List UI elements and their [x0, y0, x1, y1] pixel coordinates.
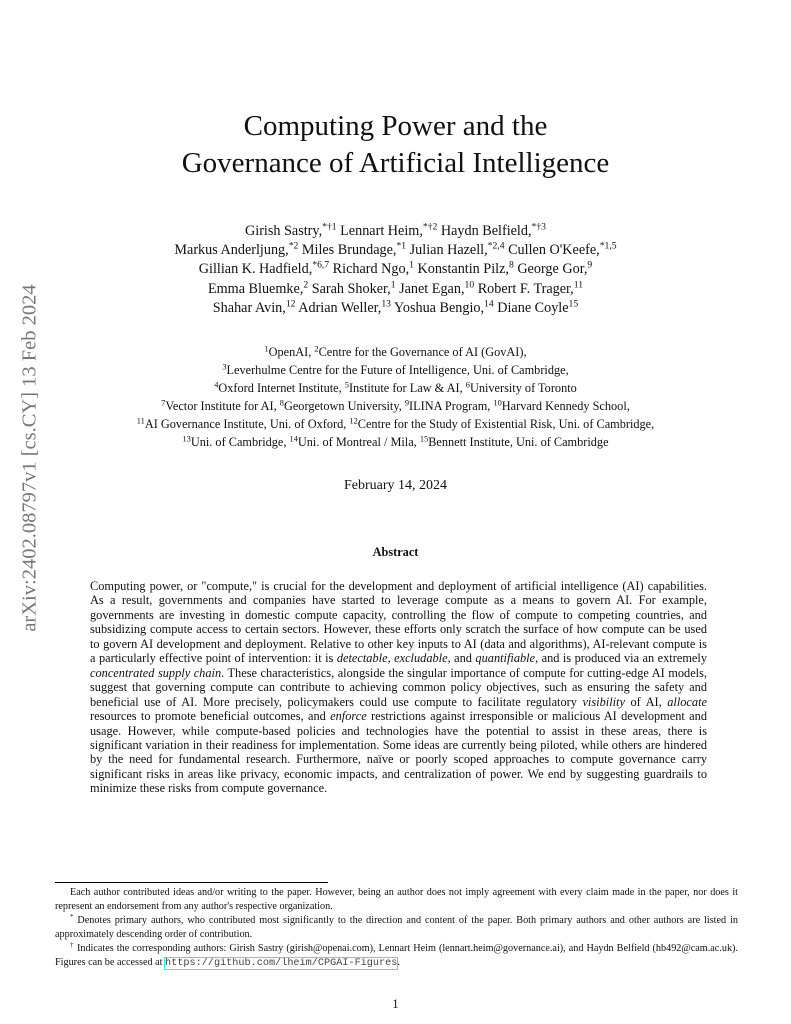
affiliation-line — [0, 379, 791, 397]
page-number: 1 — [392, 997, 399, 1011]
author-name: Gillian K. Hadfield, — [198, 261, 313, 278]
author — [508, 242, 616, 258]
abstract-text: restrictions against irresponsible or malicious AI development and usage. However, while compute-based policies and technologies have the potential to assist in these areas, there is significant variation in their readiness for implementation. Some ideas are currently being piloted, while others are hindered by the need for fundamental research. Furthermore, naïve or poorly scoped approaches to compute governance carry significant risks in areas like privacy, economic impacts, and centralization of power. We end by suggesting guardrails to minimize these risks from compute governance. — [90, 709, 707, 796]
abstract-emphasis: detectable — [336, 651, 388, 666]
affiliation-line — [0, 361, 791, 379]
affiliation-name: ILINA Program, — [409, 399, 491, 413]
affiliation-name: Bennett Institute, Uni. of Cambridge — [428, 435, 609, 449]
footnote-primary-authors — [55, 914, 738, 942]
author-line — [0, 260, 791, 279]
affiliation — [280, 399, 402, 413]
abstract-emphasis: visibility — [582, 694, 625, 709]
author-name: Miles Brundage, — [301, 242, 397, 259]
author-name: Richard Ngo, — [332, 261, 410, 278]
abstract-text: resources to promote beneficial outcomes, and — [90, 709, 331, 724]
author-affiliation-marks: 13 — [381, 298, 391, 310]
author-name: Markus Anderljung, — [174, 242, 289, 259]
affiliation-number: 7 — [161, 398, 166, 408]
author — [410, 242, 505, 258]
author-line — [0, 280, 791, 299]
affiliation-list — [0, 343, 791, 451]
affiliation — [420, 435, 609, 449]
publication-date: February 14, 2024 — [343, 478, 448, 493]
abstract-emphasis: allocate — [667, 694, 707, 709]
author-affiliation-marks: 14 — [484, 298, 494, 310]
affiliation — [405, 399, 490, 413]
author — [394, 300, 494, 316]
author-affiliation-marks: *2 — [288, 240, 299, 252]
affiliation-name: Centre for the Study of Existential Risk, Uni. of Cambridge, — [357, 417, 655, 431]
author — [340, 223, 437, 239]
affiliation-name: Harvard Kennedy School, — [501, 399, 630, 413]
author-name: Janet Egan, — [399, 280, 465, 297]
author-name: Lennart Heim, — [340, 223, 423, 239]
abstract-emphasis: quantifiable — [475, 651, 536, 666]
abstract-text: , — [387, 651, 395, 666]
author-name: Girish Sastry, — [245, 223, 323, 239]
affiliation-number: 4 — [214, 380, 219, 390]
footnote-text: Denotes primary authors, who contributed most significantly to the direction and content of the paper. Both primary authors and other authors are listed in approximately descending order of contribution. — [55, 915, 738, 940]
affiliation-number: 14 — [289, 434, 298, 444]
author-name: Haydn Belfield, — [440, 223, 532, 239]
author — [208, 281, 308, 297]
author-name: Adrian Weller, — [298, 299, 382, 316]
footnote-divider — [55, 882, 328, 883]
author-name: Shahar Avin, — [212, 299, 286, 316]
author — [312, 281, 396, 297]
author-line — [0, 222, 791, 241]
affiliation-number: 1 — [264, 344, 269, 354]
title-line: Governance of Artificial Intelligence — [181, 147, 610, 179]
abstract-emphasis: excludable — [394, 651, 448, 666]
author-name: Robert F. Trager, — [477, 280, 574, 297]
abstract-text: Computing power, or "compute," is crucial for the development and deployment of artificial intelligence (AI) capabilities. As a result, governments and companies have started to leverage compute as a means to govern AI. For example, governments are investing in domestic compute capacity, controlling the flow of compute to competing countries, and subsidizing compute access to certain sectors. However, these efforts only scratch the surface of how compute can be used to govern AI development and deployment. Relative to other key inputs to AI (data and algorithms), AI-relevant compute is a particularly effective point of intervention: it is — [90, 579, 707, 666]
author — [174, 242, 298, 258]
affiliation — [137, 417, 347, 431]
footnote-contribution: Each author contributed ideas and/or writing to the paper. However, being an author does not imply agreement with every claim made in the paper, nor does it represent an endorsement from any author's respective organization. — [55, 887, 738, 912]
affiliation-number: 12 — [349, 416, 358, 426]
author-name: Cullen O'Keefe, — [508, 242, 600, 259]
author — [418, 261, 514, 277]
author-affiliation-marks: 1 — [390, 279, 396, 291]
affiliation-line — [0, 433, 791, 451]
affiliation-number: 6 — [465, 380, 470, 390]
abstract-text: , and is produced via an extremely — [535, 651, 708, 666]
affiliation-name: Leverhulme Centre for the Future of Intelligence, Uni. of Cambridge, — [226, 363, 569, 377]
abstract-text: of AI, — [624, 694, 668, 709]
affiliation — [222, 363, 568, 377]
affiliation-name: Institute for Law & AI, — [348, 381, 463, 395]
author — [497, 300, 578, 316]
author-affiliation-marks: *2,4 — [487, 240, 505, 252]
affiliation-number: 3 — [222, 362, 227, 372]
author-line — [0, 299, 791, 318]
author — [199, 261, 329, 277]
affiliation — [493, 399, 629, 413]
arxiv-identifier-stamp: arXiv:2402.08797v1 [cs.CY] 13 Feb 2024 — [18, 284, 41, 632]
author — [478, 281, 583, 297]
author-affiliation-marks: *†3 — [531, 221, 546, 233]
footnote-mark: * — [70, 914, 74, 922]
abstract-text: . These characteristics, alongside the singular importance of compute for cutting-edge AI models, suggest that governing compute can contribute to achieving common policy objectives, such as ensuring the safety and beneficial use of AI. More precisely, policymakers could use compute to facilitate regulatory — [90, 665, 707, 709]
affiliation-name: OpenAI, — [268, 345, 312, 359]
footnote-corresponding-authors — [55, 942, 738, 971]
figures-link[interactable]: https://github.com/lheim/CPGAI-Figures — [165, 958, 398, 969]
author-affiliation-marks: 8 — [508, 260, 514, 272]
author-name: George Gor, — [517, 261, 588, 278]
author-affiliation-marks: 1 — [409, 260, 414, 272]
author-affiliation-marks: *†1 — [322, 221, 337, 233]
paper-title — [0, 108, 791, 182]
author-affiliation-marks: 10 — [464, 279, 475, 291]
author-affiliation-marks: 2 — [303, 279, 309, 291]
footnotes — [55, 886, 738, 971]
affiliation-name: University of Toronto — [469, 381, 577, 395]
author-affiliation-marks: *†2 — [422, 221, 438, 233]
affiliation-name: Georgetown University, — [283, 399, 402, 413]
affiliation — [349, 417, 654, 431]
affiliation-name: AI Governance Institute, Uni. of Oxford, — [144, 417, 347, 431]
author-affiliation-marks: *1 — [396, 240, 407, 252]
footnote-text: Indicates the corresponding authors: Girish Sastry (girish@openai.com), Lennart Heim (lennart.heim@governance.ai), and Haydn Belfield (hb492@cam.ac.uk). Figures can be accessed at — [55, 943, 738, 968]
author — [213, 300, 296, 316]
affiliation-number: 8 — [279, 398, 284, 408]
author-affiliation-marks: *1,5 — [599, 240, 617, 252]
title-line: Computing Power and the — [243, 110, 548, 142]
abstract-body — [90, 579, 707, 796]
author — [517, 261, 592, 277]
author-name: Konstantin Pilz, — [417, 261, 509, 278]
author — [302, 242, 406, 258]
author — [441, 223, 546, 239]
author-affiliation-marks: 9 — [587, 260, 593, 272]
footnote-text: . — [397, 957, 400, 968]
affiliation-line — [0, 415, 791, 433]
affiliation-number: 15 — [419, 434, 429, 444]
abstract-text: , and — [447, 651, 476, 666]
author-affiliation-marks: 15 — [568, 298, 579, 310]
affiliation — [161, 399, 277, 413]
affiliation-number: 10 — [493, 398, 502, 408]
affiliation-name: Centre for the Governance of AI (GovAI), — [318, 345, 527, 359]
author-name: Emma Bluemke, — [207, 280, 304, 297]
affiliation-name: Vector Institute for AI, — [165, 399, 277, 413]
affiliation — [314, 345, 526, 359]
author-line — [0, 241, 791, 260]
affiliation-number: 13 — [182, 434, 191, 444]
affiliation-line — [0, 397, 791, 415]
affiliation-name: Oxford Internet Institute, — [218, 381, 342, 395]
affiliation-number: 9 — [404, 398, 410, 408]
author-affiliation-marks: 11 — [573, 279, 584, 291]
affiliation-name: Uni. of Montreal / Mila, — [297, 435, 417, 449]
affiliation — [214, 381, 341, 395]
abstract-emphasis: concentrated supply chain — [90, 665, 222, 680]
affiliation — [182, 435, 286, 449]
author-affiliation-marks: 12 — [285, 298, 296, 310]
affiliation-number: 2 — [314, 344, 319, 354]
affiliation — [345, 381, 463, 395]
author — [245, 223, 337, 239]
affiliation-line — [0, 343, 791, 361]
author-name: Yoshua Bengio, — [394, 299, 485, 316]
affiliation — [466, 381, 577, 395]
abstract-heading: Abstract — [372, 545, 419, 559]
affiliation-number: 11 — [136, 416, 145, 426]
author-affiliation-marks: *6,7 — [312, 260, 330, 272]
abstract-emphasis: enforce — [330, 709, 367, 724]
author-name: Diane Coyle — [497, 299, 569, 316]
affiliation-number: 5 — [344, 380, 349, 390]
affiliation — [290, 435, 417, 449]
author — [399, 281, 474, 297]
footnote-mark: † — [70, 942, 74, 950]
author-name: Sarah Shoker, — [311, 280, 391, 297]
author-name: Julian Hazell, — [409, 242, 488, 259]
author — [298, 300, 391, 316]
author — [333, 261, 414, 277]
affiliation-name: Uni. of Cambridge, — [190, 435, 287, 449]
affiliation — [264, 345, 311, 359]
author-list — [0, 222, 791, 318]
